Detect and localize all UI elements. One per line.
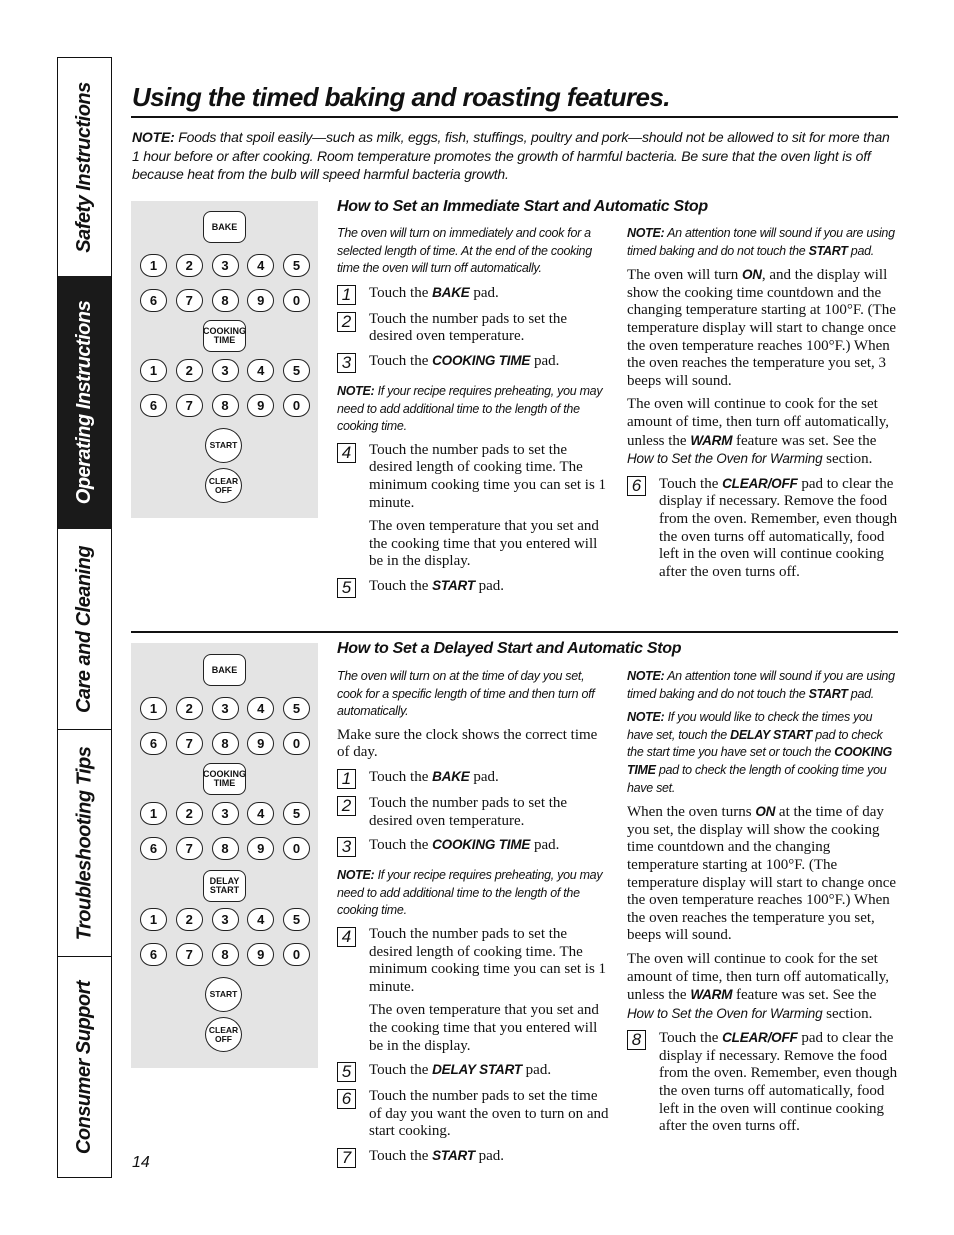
- number-key: 3: [212, 802, 239, 825]
- step: 2 Touch the number pads to set the desired oven temperature.: [337, 311, 609, 346]
- immediate-info-column: [627, 225, 899, 587]
- number-row: [140, 289, 310, 312]
- section-sidebar: [57, 57, 112, 1178]
- pad-name: BAKE: [432, 768, 470, 784]
- preheat-note: NOTE: If your recipe requires preheating, you may need to add additional time to the length of the cooking time.: [337, 383, 603, 434]
- number-key: 5: [283, 359, 310, 382]
- number-key: 3: [212, 254, 239, 277]
- number-key: 8: [212, 943, 239, 966]
- number-key: 5: [283, 254, 310, 277]
- pad-name: CLEAR/OFF: [722, 475, 798, 491]
- number-key: 4: [247, 908, 274, 931]
- step: 3 Touch the COOKING TIME pad.: [337, 352, 609, 373]
- number-key: 3: [212, 697, 239, 720]
- number-row: [140, 837, 310, 860]
- start-key: START: [205, 428, 242, 463]
- number-row: [140, 943, 310, 966]
- display-note: The oven temperature that you set and the cooking time that you entered will be in the display.: [369, 518, 599, 570]
- number-key: 6: [140, 394, 167, 417]
- number-key: 5: [283, 802, 310, 825]
- page-title: Using the timed baking and roasting features.: [132, 82, 670, 112]
- number-key: 8: [212, 289, 239, 312]
- number-row: [140, 359, 310, 382]
- continue-text: The oven will continue to cook for the set amount of time, then turn off automatically, unless the WARM feature was set. See the How to Set the Oven for Warming section.: [627, 396, 890, 468]
- step: 1 Touch the BAKE pad.: [337, 284, 609, 305]
- keypad-illustration-immediate: [131, 201, 318, 518]
- step: 2 Touch the number pads to set the desired oven temperature.: [337, 795, 609, 830]
- number-key: 0: [283, 943, 310, 966]
- tab-operating-instructions[interactable]: Operating Instructions: [58, 276, 111, 529]
- number-key: 2: [176, 359, 203, 382]
- tab-care-and-cleaning[interactable]: Care and Cleaning: [73, 545, 96, 713]
- number-key: 0: [283, 289, 310, 312]
- number-key: 6: [140, 943, 167, 966]
- step-number: 3: [337, 837, 356, 857]
- step-number: 3: [337, 353, 356, 373]
- number-key: 6: [140, 732, 167, 755]
- number-key: 5: [283, 908, 310, 931]
- number-key: 8: [212, 732, 239, 755]
- page-number: 14: [132, 1154, 150, 1171]
- number-key: 0: [283, 394, 310, 417]
- food-safety-note: [132, 128, 898, 184]
- number-row: [140, 732, 310, 755]
- step-number: 5: [337, 578, 356, 598]
- number-key: 2: [176, 697, 203, 720]
- pad-name: COOKING TIME: [432, 837, 531, 853]
- number-key: 4: [247, 359, 274, 382]
- step: 4 Touch the number pads to set the desired length of cooking time. The minimum cooking time you can set is 1 minute.: [337, 442, 609, 512]
- number-key: 6: [140, 289, 167, 312]
- pad-name: START: [432, 1147, 475, 1163]
- step-number: 5: [337, 1062, 356, 1082]
- number-key: 1: [140, 802, 167, 825]
- pad-name: BAKE: [432, 284, 470, 300]
- section-heading-delayed: How to Set a Delayed Start and Automatic Stop: [337, 640, 682, 657]
- delayed-steps-column: [337, 668, 609, 1174]
- number-key: 4: [247, 254, 274, 277]
- pad-name: DELAY START: [432, 1062, 522, 1078]
- step: 1 Touch the BAKE pad.: [337, 768, 609, 789]
- step-number: 6: [627, 476, 646, 496]
- tab-consumer-support[interactable]: Consumer Support: [58, 956, 111, 1177]
- step-number: 1: [337, 285, 356, 305]
- step-number: 4: [337, 443, 356, 463]
- note-text: Foods that spoil easily—such as milk, eggs, fish, stuffings, poultry and pork—should not be allowed to sit for more than 1 hour before or after cooking. Room temperature promotes the growth of harmful bacteria. Be sure that the oven light is off because heat from the bulb will speed harmful bacteria growth.: [132, 129, 890, 182]
- number-key: 6: [140, 837, 167, 860]
- intro-text: The oven will turn on immediately and cook for a selected length of time. At the end of the cooking time the oven will turn off automatically.: [337, 226, 592, 276]
- number-key: 8: [212, 394, 239, 417]
- number-key: 2: [176, 254, 203, 277]
- number-row: [140, 908, 310, 931]
- number-key: 9: [247, 394, 274, 417]
- step-number: 8: [627, 1030, 646, 1050]
- oven-on-text: The oven will turn ON, and the display will show the cooking time countdown and the changing temperature starting at 100°F. (The temperature display will start to change once the oven temperature reaches 100°F.) When the oven reaches the temperature you set, 3 beeps will sound.: [627, 267, 897, 389]
- number-key: 5: [283, 697, 310, 720]
- continue-text: The oven will continue to cook for the set amount of time, then turn off automatically, unless the WARM feature was set. See the How to Set the Oven for Warming section.: [627, 950, 890, 1022]
- tone-note: NOTE: An attention tone will sound if you are using timed baking and do not touch the START pad.: [627, 669, 895, 701]
- pad-name: COOKING TIME: [432, 352, 531, 368]
- number-key: 9: [247, 837, 274, 860]
- number-row: [140, 254, 310, 277]
- immediate-steps-column: [337, 225, 609, 604]
- step-number: 4: [337, 927, 356, 947]
- number-key: 2: [176, 908, 203, 931]
- note-label: NOTE:: [132, 129, 175, 145]
- number-key: 7: [176, 732, 203, 755]
- number-key: 1: [140, 697, 167, 720]
- number-key: 8: [212, 837, 239, 860]
- pad-name: CLEAR/OFF: [722, 1030, 798, 1046]
- number-key: 0: [283, 837, 310, 860]
- number-key: 9: [247, 732, 274, 755]
- intro-text: The oven will turn on at the time of day you set, cook for a specific length of time and then turn off automatically.: [337, 669, 595, 719]
- step: 6 Touch the number pads to set the time of day you want the oven to turn on and start cooking.: [337, 1088, 609, 1141]
- number-key: 1: [140, 359, 167, 382]
- number-row: [140, 802, 310, 825]
- warming-reference: How to Set the Oven for Warming: [627, 451, 823, 467]
- display-note: The oven temperature that you set and the cooking time that you entered will be in the display.: [369, 1002, 599, 1054]
- title-rule: [131, 116, 898, 118]
- section-heading-immediate: How to Set an Immediate Start and Automatic Stop: [337, 198, 708, 215]
- preheat-note: NOTE: If your recipe requires preheating, you may need to add additional time to the length of the cooking time.: [337, 868, 603, 918]
- delayed-info-column: [627, 668, 899, 1142]
- pad-name: START: [432, 577, 475, 593]
- number-key: 2: [176, 802, 203, 825]
- clear-off-key: CLEAR OFF: [205, 1017, 242, 1052]
- warming-reference: How to Set the Oven for Warming: [627, 1005, 823, 1021]
- oven-on-text: When the oven turns ON at the time of day you set, the display will show the cooking time countdown and the changing temperature starting at 100°F. (The temperature display will start to change once the oven temperature reaches 100°F.) When the oven reaches the temperature you set, beeps will sound.: [627, 804, 897, 944]
- clear-off-key: CLEAR OFF: [205, 468, 242, 503]
- step: 5 Touch the START pad.: [337, 577, 609, 598]
- number-key: 7: [176, 289, 203, 312]
- cooking-time-key: COOKING TIME: [203, 320, 246, 352]
- clock-text: Make sure the clock shows the correct time of day.: [337, 726, 598, 761]
- number-key: 7: [176, 943, 203, 966]
- tone-note: NOTE: An attention tone will sound if you are using timed baking and do not touch the START pad.: [627, 226, 895, 258]
- number-key: 3: [212, 359, 239, 382]
- number-key: 9: [247, 943, 274, 966]
- keypad-illustration-delayed: [131, 643, 318, 1068]
- number-key: 0: [283, 732, 310, 755]
- step-number: 7: [337, 1148, 356, 1168]
- number-key: 9: [247, 289, 274, 312]
- step: 4 Touch the number pads to set the desired length of cooking time. The minimum cooking time you can set is 1 minute.: [337, 926, 609, 996]
- bake-key: BAKE: [203, 211, 246, 243]
- step: 3 Touch the COOKING TIME pad.: [337, 836, 609, 857]
- step-number: 6: [337, 1089, 356, 1109]
- tab-safety-instructions[interactable]: Safety Instructions: [73, 81, 96, 253]
- delay-start-key: DELAY START: [203, 870, 246, 902]
- number-key: 7: [176, 837, 203, 860]
- cooking-time-key: COOKING TIME: [203, 763, 246, 795]
- step: 5 Touch the DELAY START pad.: [337, 1061, 609, 1082]
- number-key: 1: [140, 254, 167, 277]
- number-key: 4: [247, 802, 274, 825]
- number-row: [140, 394, 310, 417]
- step: 6 Touch the CLEAR/OFF pad to clear the display if necessary. Remove the food from the oven. Remember, even though the oven turns off automatically, food left in the oven will continue cooking after the oven turns off.: [627, 475, 899, 582]
- step-number: 2: [337, 312, 356, 332]
- step: 8 Touch the CLEAR/OFF pad to clear the display if necessary. Remove the food from the oven. Remember, even though the oven turns off automatically, food left in the oven will continue cooking after the oven turns off.: [627, 1029, 899, 1136]
- section-divider: [131, 631, 898, 633]
- tab-troubleshooting-tips[interactable]: Troubleshooting Tips: [58, 729, 111, 956]
- check-times-note: NOTE: If you would like to check the times you have set, touch the DELAY START pad to check the start time you have set or touch the COOKING TIME pad to check the length of cooking time you have set.: [627, 710, 892, 795]
- number-key: 1: [140, 908, 167, 931]
- number-key: 7: [176, 394, 203, 417]
- start-key: START: [205, 977, 242, 1012]
- step-number: 2: [337, 796, 356, 816]
- step: 7 Touch the START pad.: [337, 1147, 609, 1168]
- bake-key: BAKE: [203, 654, 246, 686]
- number-row: [140, 697, 310, 720]
- number-key: 3: [212, 908, 239, 931]
- step-number: 1: [337, 769, 356, 789]
- number-key: 4: [247, 697, 274, 720]
